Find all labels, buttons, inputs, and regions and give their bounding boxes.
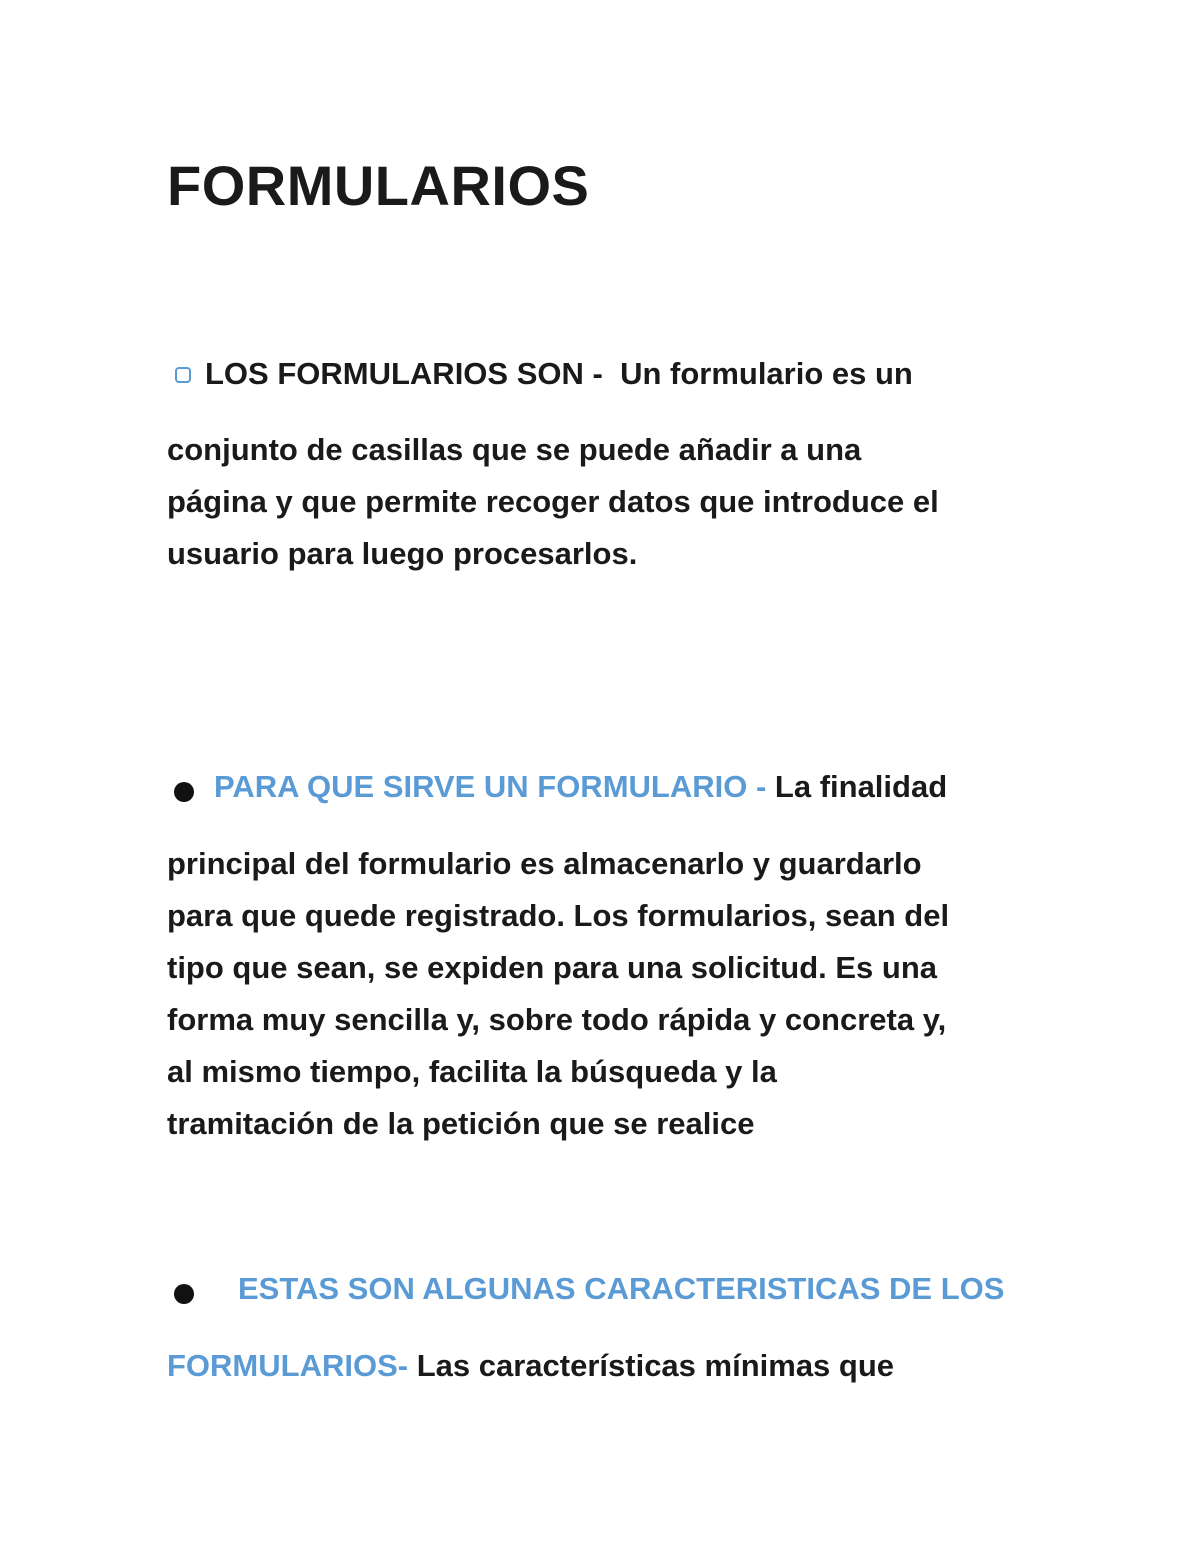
section-2-body-line-4: forma muy sencilla y, sobre todo rápida y concreta y, <box>167 1002 947 1037</box>
section-2-heading: PARA QUE SIRVE UN FORMULARIO - <box>214 769 767 804</box>
filled-circle-bullet-icon <box>174 1284 194 1304</box>
section-1-body-line-1: conjunto de casillas que se puede añadir a una <box>167 432 862 467</box>
filled-circle-bullet-icon <box>174 782 194 802</box>
section-3-heading-line-2 <box>167 1340 894 1392</box>
section-2-heading-tail: La finalidad <box>774 769 948 804</box>
section-1-heading: LOS FORMULARIOS SON - <box>205 356 603 391</box>
section-1-body-line-2: página y que permite recoger datos que introduce el <box>167 484 939 519</box>
section-3-heading-cont: FORMULARIOS- <box>167 1348 409 1383</box>
section-2-heading-line <box>214 761 947 813</box>
document-title: FORMULARIOS <box>167 154 590 217</box>
section-1-heading-tail: Un formulario es un <box>620 356 913 391</box>
section-2-body-line-5: al mismo tiempo, facilita la búsqueda y la <box>167 1054 777 1089</box>
section-1-heading-line <box>205 348 913 400</box>
section-2-body-line-6: tramitación de la petición que se realice <box>167 1106 755 1141</box>
section-3-heading: ESTAS SON ALGUNAS CARACTERISTICAS DE LOS <box>238 1271 1005 1306</box>
section-3-heading-tail: Las características mínimas que <box>416 1348 895 1383</box>
section-1-body-line-3: usuario para luego procesarlos. <box>167 536 638 571</box>
section-2-body-line-3: tipo que sean, se expiden para una solicitud. Es una <box>167 950 938 985</box>
hollow-square-bullet-icon <box>175 367 191 383</box>
section-2-body-line-1: principal del formulario es almacenarlo y guardarlo <box>167 846 922 881</box>
section-2-body-line-2: para que quede registrado. Los formularios, sean del <box>167 898 950 933</box>
